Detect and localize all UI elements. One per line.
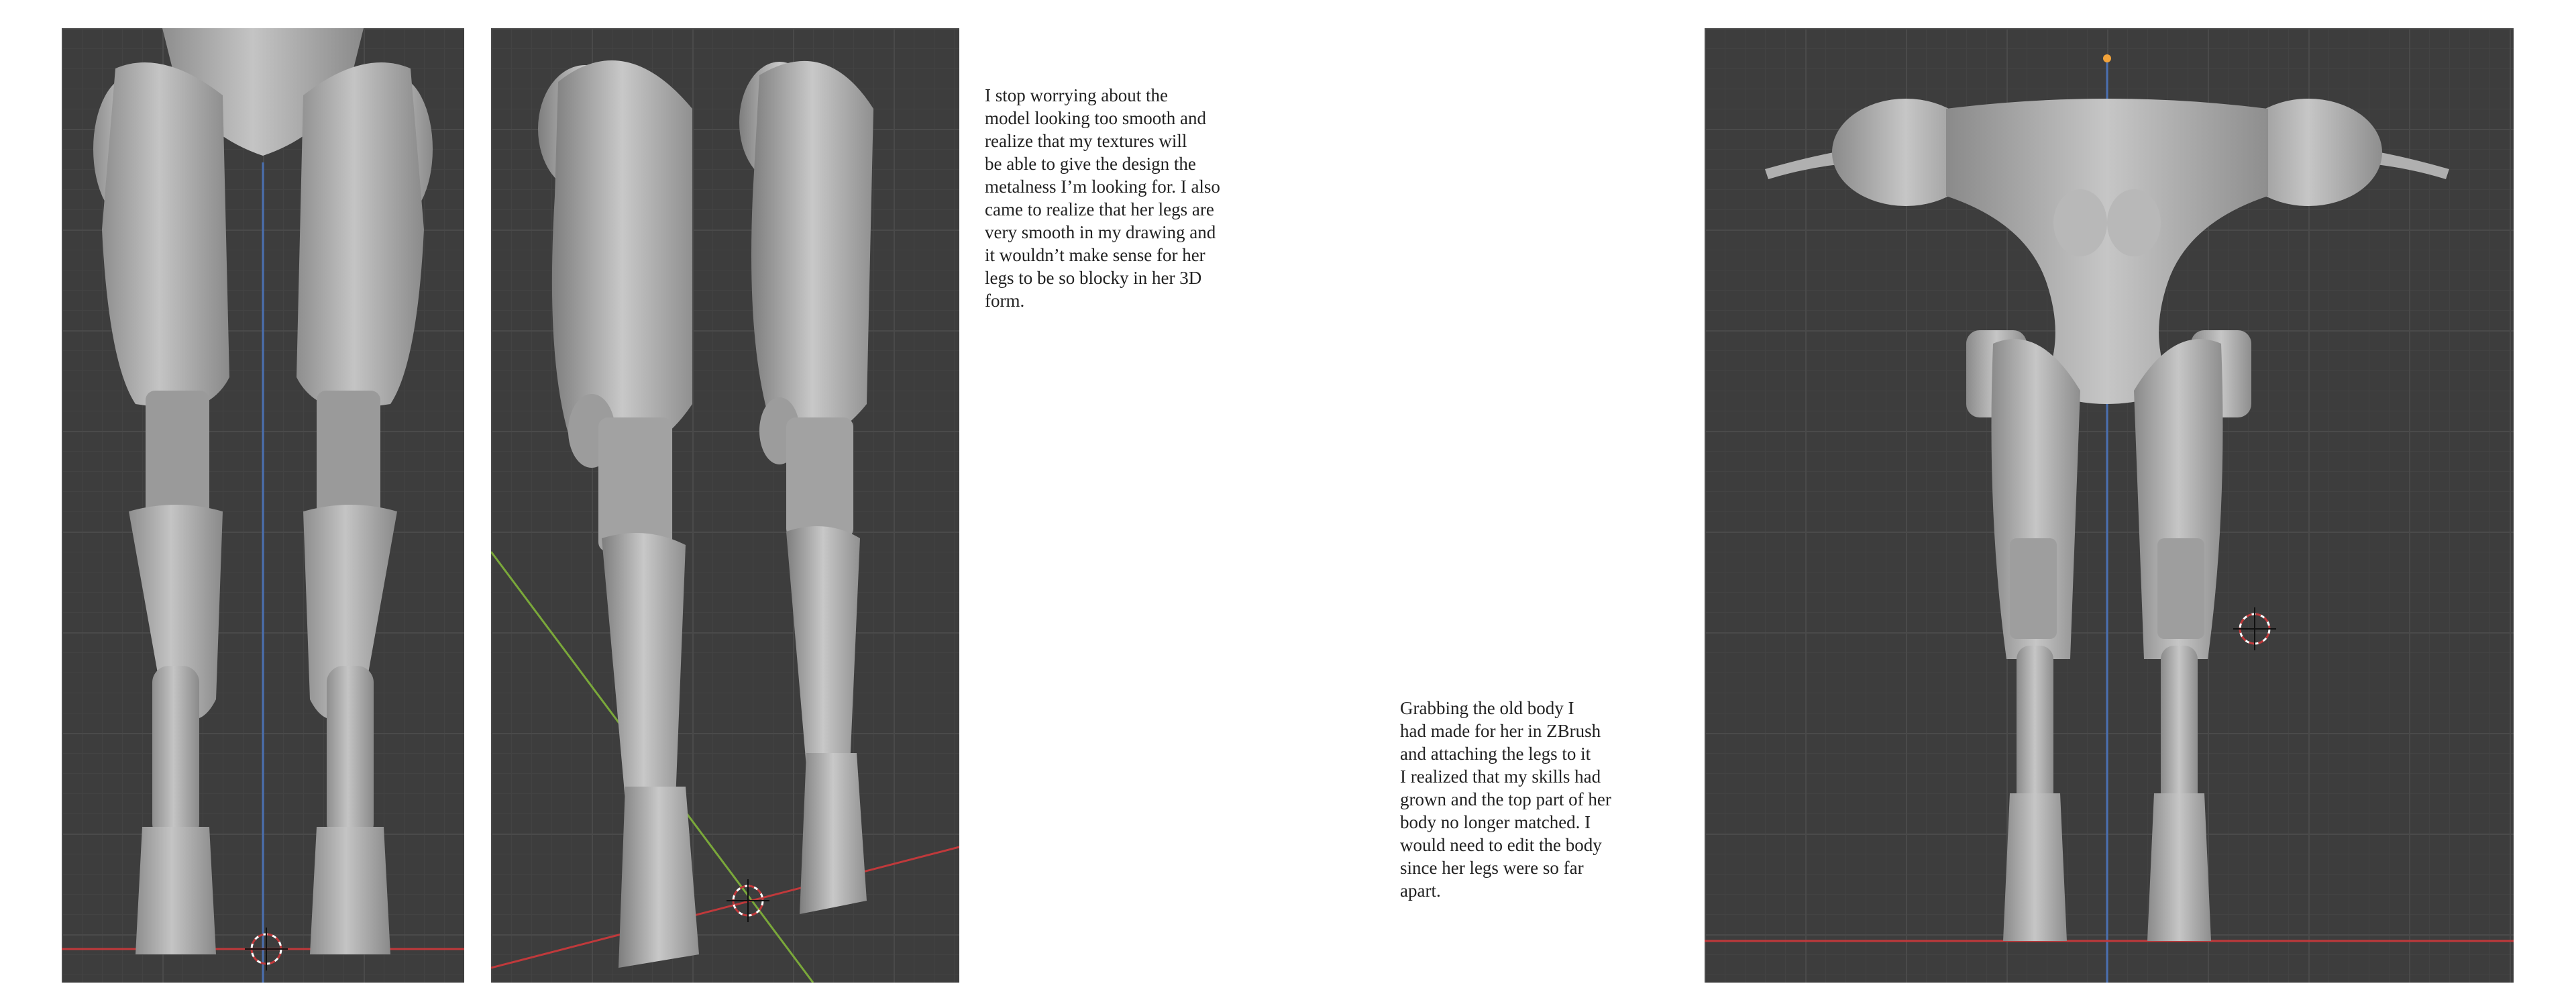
viewport-perspective-legs [491, 28, 959, 983]
caption-text-legs: I stop worrying about the model looking too smooth and realize that my textures will be able to give the design the metalness I’m looking for. I also came to realize that her legs are very smooth in my drawing and it wouldn’t make sense for her legs to be so blocky in her 3D form. [985, 85, 1220, 311]
left-leg [93, 62, 229, 954]
3d-cursor-icon [245, 928, 288, 970]
viewport-front-legs [62, 28, 464, 983]
back-leg-model [739, 61, 873, 914]
perspective-legs-render [491, 28, 959, 983]
origin-dot [2103, 54, 2111, 62]
caption-text-body: Grabbing the old body I had made for her in ZBrush and attaching the legs to it I realized that my skills had grown and the top part of her body no longer matched. I would need to edit the body since her legs were so far apart. [1400, 698, 1611, 901]
full-body-render [1705, 28, 2514, 983]
front-leg-model [538, 60, 699, 968]
front-legs-render [62, 28, 464, 983]
right-leg [297, 62, 433, 954]
3d-cursor-icon [2233, 607, 2276, 650]
viewport-full-body [1705, 28, 2514, 983]
